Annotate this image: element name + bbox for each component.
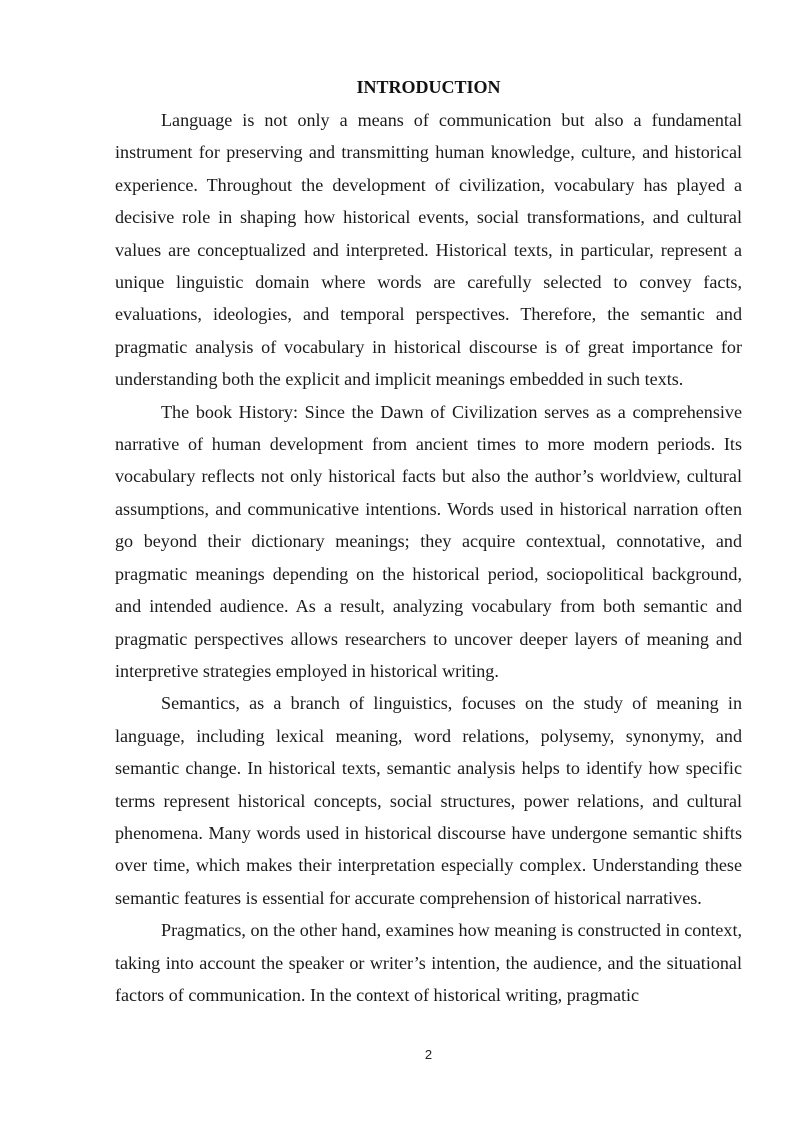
- body-text: [115, 104, 742, 1011]
- page-number: 2: [424, 1047, 433, 1062]
- section-heading: INTRODUCTION: [356, 77, 501, 97]
- paragraph-2: The book History: Since the Dawn of Civilization serves as a comprehensive narrative of human development from ancient times to more modern periods. Its vocabulary reflects not only historical facts but also the author’s worldview, cultural assumptions, and communicative intentions. Words used in historical narration often go beyond their dictionary meanings; they acquire contextual, connotative, and pragmatic meanings depending on the historical period, sociopolitical background, and intended audience. As a result, analyzing vocabulary from both semantic and pragmatic perspectives allows researchers to uncover deeper layers of meaning and interpretive strategies employed in historical writing.: [115, 401, 742, 681]
- paragraph-1: Language is not only a means of communication but also a fundamental instrument for preserving and transmitting human knowledge, culture, and historical experience. Throughout the development of civilization, vocabulary has played a decisive role in shaping how historical events, social transformations, and cultural values are conceptualized and interpreted. Historical texts, in particular, represent a unique linguistic domain where words are carefully selected to convey facts, evaluations, ideologies, and temporal perspectives. Therefore, the semantic and pragmatic analysis of vocabulary in historical discourse is of great importance for understanding both the explicit and implicit meanings embedded in such texts.: [115, 110, 742, 390]
- paragraph-4: Pragmatics, on the other hand, examines how meaning is constructed in context, taking into account the speaker or writer’s intention, the audience, and the situational factors of communication. In the context of historical writing, pragmatic: [115, 920, 742, 1005]
- paragraph-3: Semantics, as a branch of linguistics, focuses on the study of meaning in language, including lexical meaning, word relations, polysemy, synonymy, and semantic change. In historical texts, semantic analysis helps to identify how specific terms represent historical concepts, social structures, power relations, and cultural phenomena. Many words used in historical discourse have undergone semantic shifts over time, which makes their interpretation especially complex. Understanding these semantic features is essential for accurate comprehension of historical narratives.: [115, 693, 742, 908]
